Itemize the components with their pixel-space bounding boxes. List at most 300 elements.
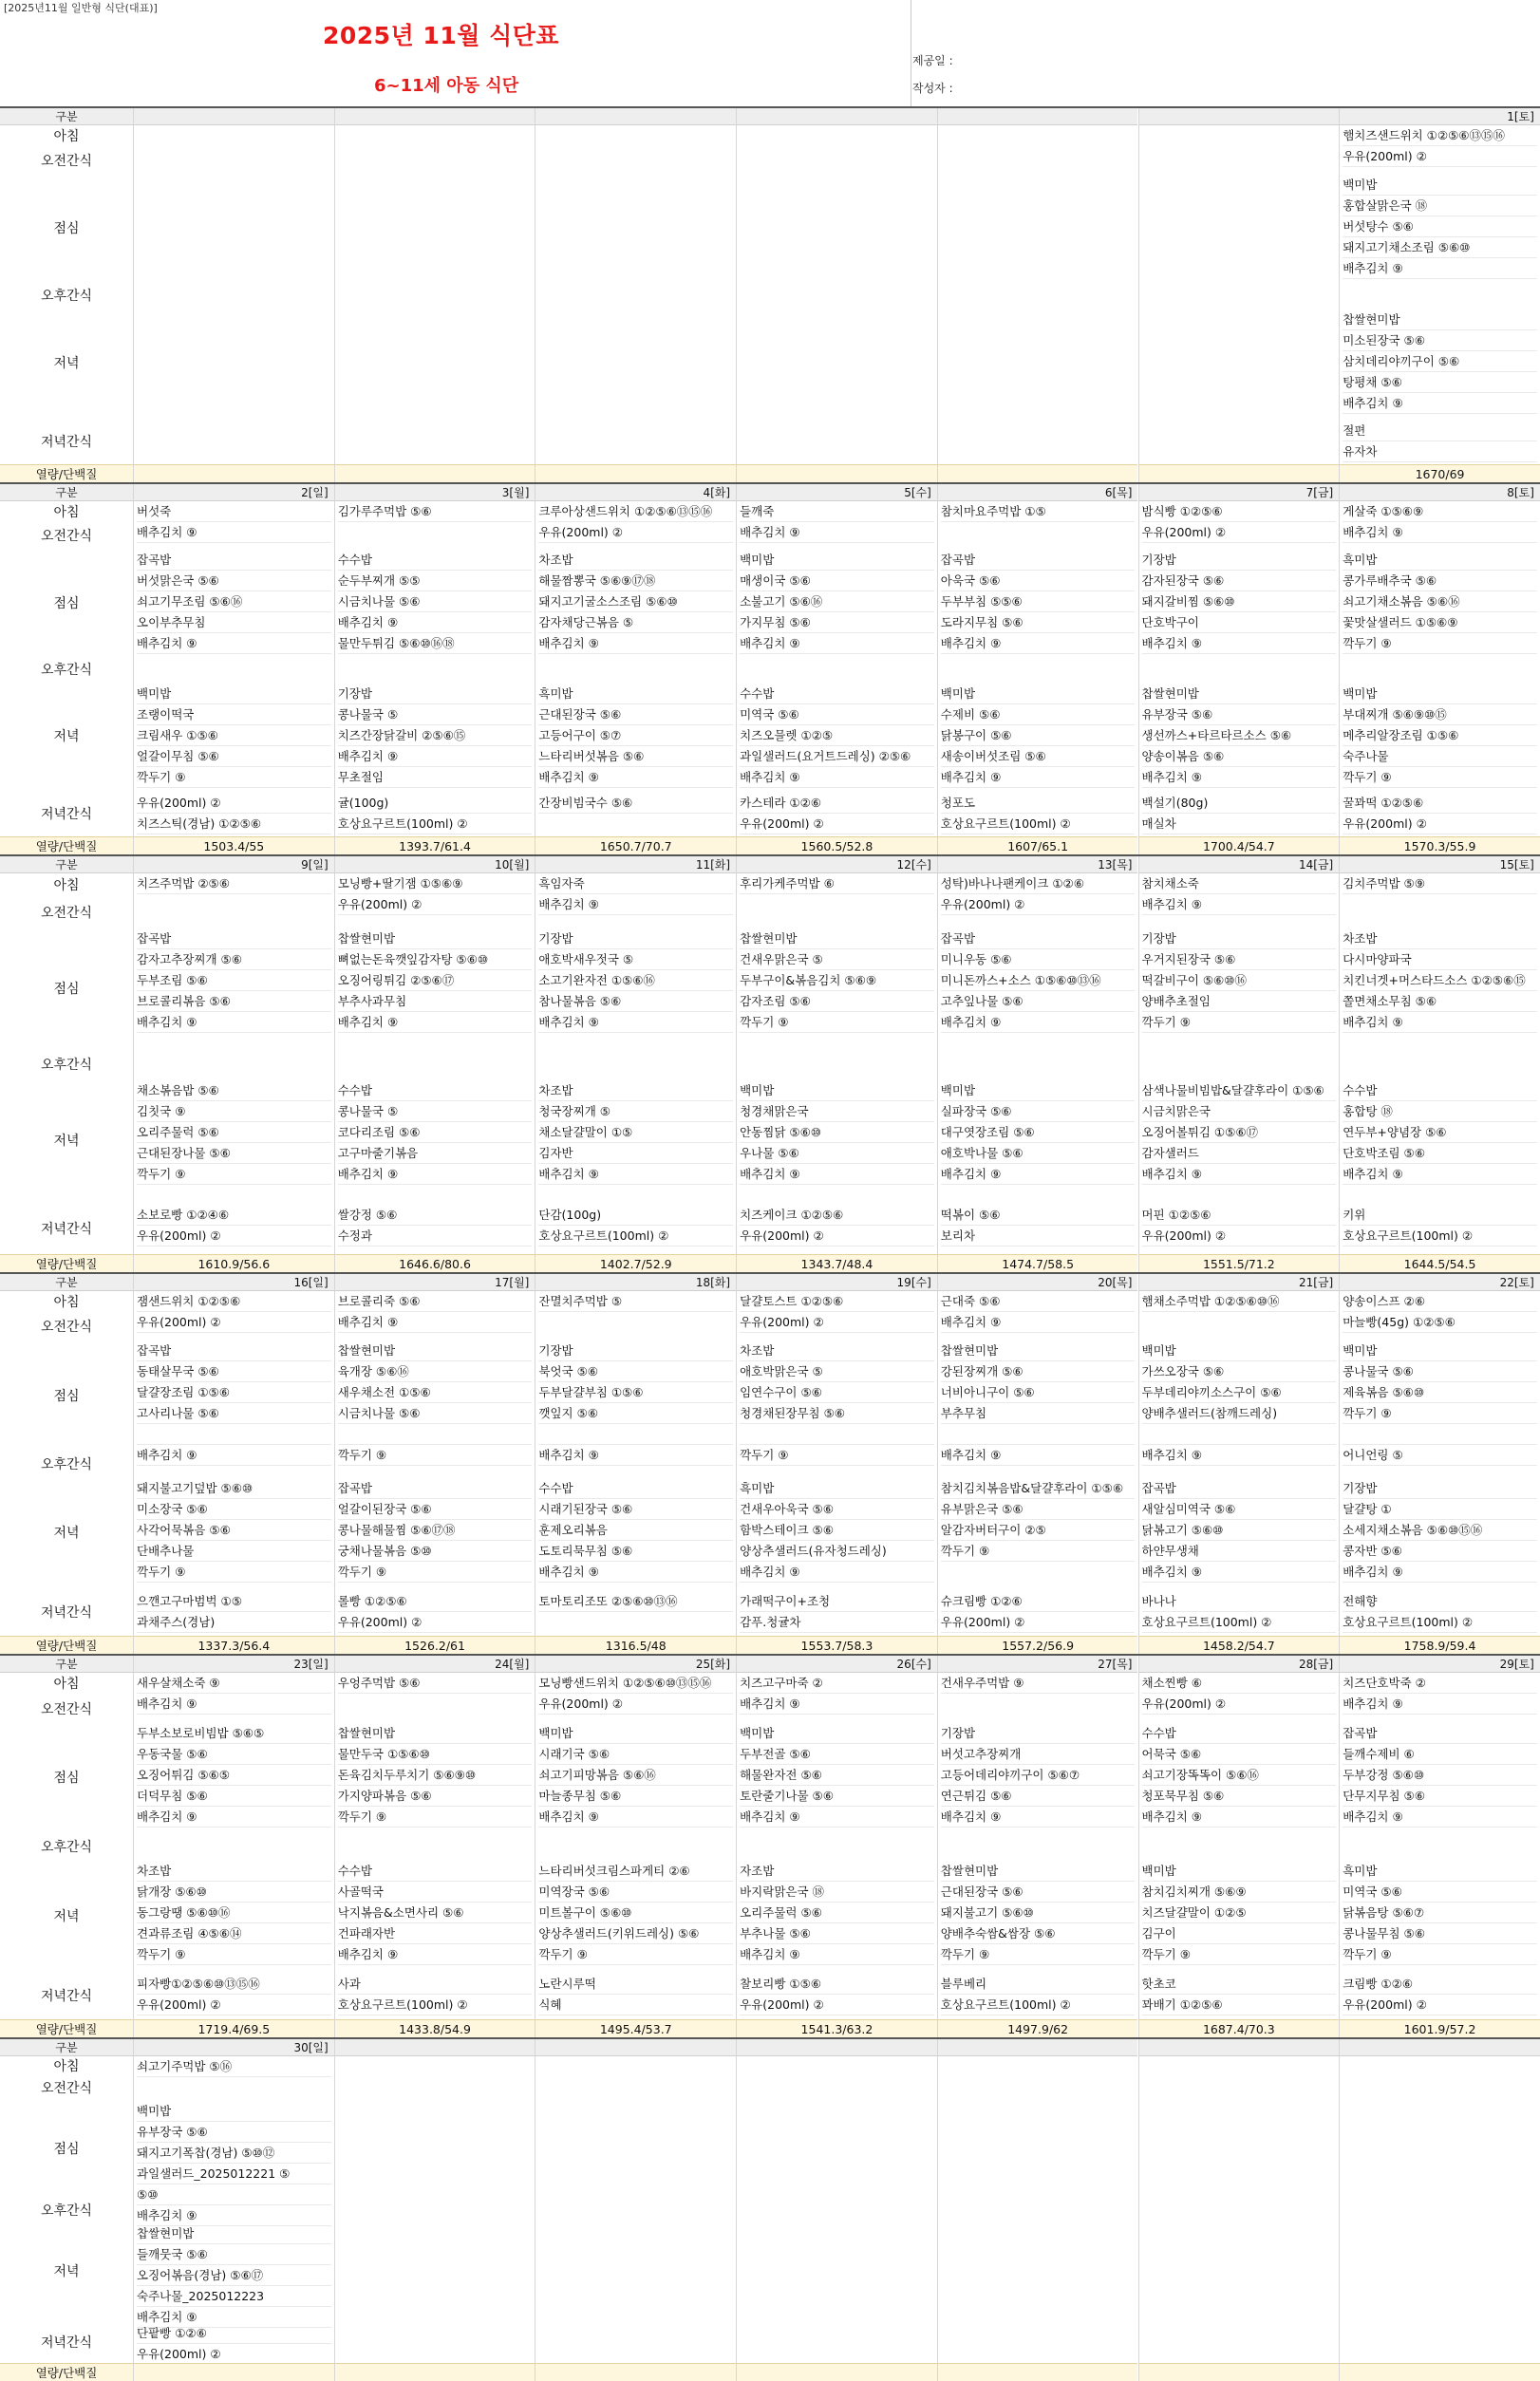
meal-cell-night-snack bbox=[335, 793, 535, 834]
menu-item: 백미밥 bbox=[740, 1080, 934, 1101]
menu-item: 우유(200ml) ② bbox=[1343, 146, 1537, 167]
menu-item: 양배추숙쌈&쌈장 ⑤⑥ bbox=[941, 1923, 1136, 1944]
meal-label-pm-snack: 오후간식 bbox=[40, 289, 93, 305]
menu-item bbox=[338, 1424, 533, 1445]
menu-item: 쫄면채소무침 ⑤⑥ bbox=[1343, 991, 1537, 1012]
day-header: 17[월] bbox=[335, 1274, 535, 1291]
day-column bbox=[133, 1274, 334, 1654]
meal-label-am-snack: 오전간식 bbox=[40, 1701, 93, 1717]
menu-item: 북엇국 ⑤⑥ bbox=[538, 1361, 733, 1382]
meal-cell-night-snack bbox=[134, 1974, 334, 2015]
menu-item: 피자빵①②⑤⑥⑩⑬⑮⑯ bbox=[137, 1974, 331, 1995]
menu-item: 수수밥 bbox=[538, 1478, 733, 1499]
meal-cell-night-snack bbox=[535, 1591, 736, 1612]
meal-cell-lunch bbox=[134, 2101, 334, 2226]
menu-item: 수정과 bbox=[338, 1226, 533, 1247]
menu-item: 유부맑은국 ⑤⑥ bbox=[941, 1499, 1136, 1520]
menu-item: 치즈단호박죽 ② bbox=[1343, 1673, 1537, 1694]
menu-item: 참치채소죽 bbox=[1142, 873, 1337, 894]
menu-item: 호상요구르트(100ml) ② bbox=[1343, 1612, 1537, 1633]
meal-cell-lunch bbox=[1340, 928, 1540, 1033]
meal-cell-breakfast bbox=[1340, 1673, 1540, 1715]
menu-item: 해물완자전 ⑤⑥ bbox=[740, 1765, 934, 1786]
menu-item: 고사리나물 ⑤⑥ bbox=[137, 1403, 331, 1424]
menu-item: 키위 bbox=[1343, 1205, 1537, 1226]
menu-item: 김가루주먹밥 ⑤⑥ bbox=[338, 501, 533, 522]
menu-item: 꽃맛살샐러드 ①⑤⑥⑨ bbox=[1343, 612, 1537, 633]
menu-item: 고등어구이 ⑤⑦ bbox=[538, 725, 733, 746]
menu-item: 차조밥 bbox=[538, 550, 733, 571]
menu-item: 깍두기 ⑨ bbox=[538, 1944, 733, 1965]
menu-item: 유부장국 ⑤⑥ bbox=[1142, 704, 1337, 725]
menu-item: 우유(200ml) ② bbox=[538, 522, 733, 543]
meal-cell-breakfast bbox=[938, 1291, 1138, 1333]
menu-item: 우거지된장국 ⑤⑥ bbox=[1142, 949, 1337, 970]
meal-cell-lunch bbox=[1139, 928, 1340, 1033]
menu-item: 배추김치 ⑨ bbox=[941, 1807, 1136, 1828]
menu-item: 단팥빵 ①②⑥ bbox=[137, 2323, 331, 2344]
menu-item: 얼갈이된장국 ⑤⑥ bbox=[338, 1499, 533, 1520]
menu-item: 배추김치 ⑨ bbox=[338, 1312, 533, 1333]
menu-item: 참치김치볶음밥&달걀후라이 ①⑤⑥ bbox=[941, 1478, 1136, 1499]
meal-cell-night-snack bbox=[134, 1591, 334, 1633]
menu-item: 미역국 ⑤⑥ bbox=[740, 704, 934, 725]
menu-item: 미소장국 ⑤⑥ bbox=[137, 1499, 331, 1520]
menu-item: 오징어튀김 ⑤⑥⑤ bbox=[137, 1765, 331, 1786]
menu-item: 우유(200ml) ② bbox=[137, 1995, 331, 2015]
day-column bbox=[535, 856, 736, 1272]
menu-item: 숙주나물_2025012223 bbox=[137, 2286, 331, 2307]
meal-cell-lunch bbox=[535, 1723, 736, 1828]
meal-cell-night-snack bbox=[1340, 793, 1540, 834]
menu-item: 마늘종무침 ⑤⑥ bbox=[538, 1786, 733, 1807]
meal-label-night-snack: 저녁간식 bbox=[40, 807, 93, 823]
meal-cell-breakfast bbox=[134, 1673, 334, 1715]
menu-item: 매실차 bbox=[1142, 814, 1337, 834]
meal-cell-night-snack bbox=[335, 1974, 535, 2015]
day-header: 18[화] bbox=[535, 1274, 736, 1291]
menu-item bbox=[740, 1424, 934, 1445]
meal-cell-night-snack bbox=[737, 1205, 937, 1247]
menu-item: 호상요구르트(100ml) ② bbox=[338, 1995, 533, 2015]
menu-item: 꽈배기 ①②⑤⑥ bbox=[1142, 1995, 1337, 2015]
meal-cell-lunch bbox=[1340, 1340, 1540, 1466]
menu-item: 두부구이&볶음김치 ⑤⑥⑨ bbox=[740, 970, 934, 991]
meal-cell-dinner bbox=[335, 1861, 535, 1965]
menu-item: 청포묵무침 ⑤⑥ bbox=[1142, 1786, 1337, 1807]
week-block bbox=[0, 106, 1540, 482]
menu-item: 더덕무침 ⑤⑥ bbox=[137, 1786, 331, 1807]
day-column bbox=[1138, 1656, 1340, 2037]
menu-item: 백미밥 bbox=[1343, 175, 1537, 196]
menu-item: 깍두기 ⑨ bbox=[1343, 633, 1537, 654]
menu-item: 우엉주먹밥 ⑤⑥ bbox=[338, 1673, 533, 1694]
meal-label-dinner: 저녁 bbox=[53, 1526, 80, 1542]
menu-item: 돼지불고기 ⑤⑥⑩ bbox=[941, 1903, 1136, 1923]
meal-cell-night-snack bbox=[535, 793, 736, 814]
meal-label-breakfast: 아침 bbox=[53, 878, 80, 894]
menu-item: 모닝빵샌드위치 ①②⑤⑥⑩⑬⑮⑯ bbox=[538, 1673, 733, 1694]
menu-item: 임연수구이 ⑤⑥ bbox=[740, 1382, 934, 1403]
meal-label-am-snack: 오전간식 bbox=[40, 1320, 93, 1336]
meal-cell-breakfast bbox=[1340, 1291, 1540, 1333]
day-column bbox=[334, 484, 535, 854]
meal-cell-night-snack bbox=[938, 1591, 1138, 1633]
meal-cell-breakfast bbox=[335, 873, 535, 915]
menu-item: 미소된장국 ⑤⑥ bbox=[1343, 330, 1537, 351]
week-block bbox=[0, 482, 1540, 854]
menu-item: 찹쌀현미밥 bbox=[1142, 684, 1337, 704]
menu-item: 쇠고기무조림 ⑤⑥⑯ bbox=[137, 591, 331, 612]
menu-item: 배추김치 ⑨ bbox=[338, 1164, 533, 1185]
menu-item: 배추김치 ⑨ bbox=[338, 1012, 533, 1033]
meal-cell-breakfast bbox=[134, 1291, 334, 1333]
meal-cell-lunch bbox=[134, 928, 334, 1033]
meal-cell-breakfast bbox=[1139, 1291, 1340, 1312]
menu-item: 가지무침 ⑤⑥ bbox=[740, 612, 934, 633]
nutrition-row-label: 열량/단백질 bbox=[0, 464, 133, 482]
menu-item: 배추김치 ⑨ bbox=[941, 1164, 1136, 1185]
meal-label-am-snack: 오전간식 bbox=[40, 906, 93, 922]
menu-item: 배추김치 ⑨ bbox=[538, 1445, 733, 1466]
menu-item: 깍두기 ⑨ bbox=[137, 1164, 331, 1185]
menu-item: 깍두기 ⑨ bbox=[740, 1445, 934, 1466]
meal-cell-breakfast bbox=[737, 501, 937, 543]
meal-cell-night-snack bbox=[1139, 1974, 1340, 2015]
meal-cell-lunch bbox=[335, 928, 535, 1033]
menu-item: 우나물 ⑤⑥ bbox=[740, 1143, 934, 1164]
meal-cell-breakfast bbox=[737, 1291, 937, 1333]
day-header: 10[월] bbox=[335, 856, 535, 873]
menu-item: 치즈고구마죽 ② bbox=[740, 1673, 934, 1694]
menu-item: 어묵국 ⑤⑥ bbox=[1142, 1744, 1337, 1765]
menu-item: 백설기(80g) bbox=[1142, 793, 1337, 814]
menu-item: 콩나물국 ⑤ bbox=[338, 704, 533, 725]
menu-item: 오리주물럭 ⑤⑥ bbox=[137, 1122, 331, 1143]
menu-item: 우유(200ml) ② bbox=[1343, 1995, 1537, 2015]
menu-item bbox=[538, 1424, 733, 1445]
menu-item: 단호박조림 ⑤⑥ bbox=[1343, 1143, 1537, 1164]
meal-cell-night-snack bbox=[335, 1591, 535, 1633]
meal-label-am-snack: 오전간식 bbox=[40, 153, 93, 169]
nutrition-value: 1557.2/56.9 bbox=[938, 1636, 1138, 1654]
menu-item: 잡곡밥 bbox=[1142, 1478, 1337, 1499]
day-column bbox=[1339, 856, 1540, 1272]
menu-item: 소보로빵 ①②④⑥ bbox=[137, 1205, 331, 1226]
menu-item: 백미밥 bbox=[1343, 1340, 1537, 1361]
meal-cell-dinner bbox=[134, 684, 334, 788]
menu-item: 우유(200ml) ② bbox=[1142, 1226, 1337, 1247]
menu-item: 깻잎지 ⑤⑥ bbox=[538, 1403, 733, 1424]
menu-item: 깍두기 ⑨ bbox=[1343, 1944, 1537, 1965]
menu-item: 브로콜리죽 ⑤⑥ bbox=[338, 1291, 533, 1312]
day-column bbox=[1339, 108, 1540, 482]
day-column bbox=[937, 856, 1138, 1272]
menu-item: 모닝빵+딸기잼 ①⑤⑥⑨ bbox=[338, 873, 533, 894]
menu-item: 해물짬뽕국 ⑤⑥⑨⑰⑱ bbox=[538, 571, 733, 591]
menu-item: 깍두기 ⑨ bbox=[941, 1944, 1136, 1965]
day-header: 22[토] bbox=[1340, 1274, 1540, 1291]
row-label-column bbox=[0, 1656, 133, 2037]
menu-item: 소고기완자전 ①⑤⑥⑯ bbox=[538, 970, 733, 991]
meal-cell-night-snack bbox=[134, 2323, 334, 2365]
meal-cell-lunch bbox=[1139, 1340, 1340, 1466]
meal-label-night-snack: 저녁간식 bbox=[40, 1605, 93, 1622]
menu-item: 도라지무침 ⑤⑥ bbox=[941, 612, 1136, 633]
menu-item: 단호박구이 bbox=[1142, 612, 1337, 633]
menu-item: 백미밥 bbox=[1142, 1861, 1337, 1882]
meal-label-night-snack: 저녁간식 bbox=[40, 2335, 93, 2352]
meal-label-lunch: 점심 bbox=[53, 2142, 80, 2158]
meal-cell-breakfast bbox=[938, 1673, 1138, 1694]
day-column bbox=[736, 2039, 937, 2381]
meal-cell-breakfast bbox=[535, 501, 736, 543]
menu-item: 배추김치 ⑨ bbox=[538, 894, 733, 915]
meal-label-lunch: 점심 bbox=[53, 1771, 80, 1787]
day-column bbox=[937, 1656, 1138, 2037]
menu-item: 백미밥 bbox=[740, 1723, 934, 1744]
menu-item: 백미밥 bbox=[941, 1080, 1136, 1101]
day-column bbox=[133, 856, 334, 1272]
menu-item: 우유(200ml) ② bbox=[941, 894, 1136, 915]
meal-cell-dinner bbox=[737, 1080, 937, 1185]
day-column bbox=[1339, 484, 1540, 854]
menu-item: 고추잎나물 ⑤⑥ bbox=[941, 991, 1136, 1012]
day-header: 28[금] bbox=[1139, 1656, 1340, 1673]
menu-item: 배추김치 ⑨ bbox=[1142, 767, 1337, 788]
menu-item: 수수밥 bbox=[1343, 1080, 1537, 1101]
menu-item: 기장밥 bbox=[941, 1723, 1136, 1744]
menu-item: 근대된장국 ⑤⑥ bbox=[538, 704, 733, 725]
menu-item: 두부전골 ⑤⑥ bbox=[740, 1744, 934, 1765]
page-title: 2025년 11월 식단표 bbox=[323, 22, 560, 49]
meal-cell-lunch bbox=[335, 550, 535, 654]
menu-item: 수수밥 bbox=[338, 1080, 533, 1101]
nutrition-row-label: 열량/단백질 bbox=[0, 1254, 133, 1272]
meal-cell-dinner bbox=[535, 1080, 736, 1185]
menu-item: 우동국물 ⑤⑥ bbox=[137, 1744, 331, 1765]
meal-cell-lunch bbox=[335, 1723, 535, 1828]
meal-cell-lunch bbox=[335, 1340, 535, 1466]
menu-item: 닭볶고기 ⑤⑥⑩ bbox=[1142, 1520, 1337, 1541]
nutrition-value bbox=[938, 464, 1138, 482]
menu-item: 호상요구르트(100ml) ② bbox=[941, 1995, 1136, 2015]
menu-item: 배추김치 ⑨ bbox=[1343, 393, 1537, 414]
day-header: 6[목] bbox=[938, 484, 1138, 501]
meal-cell-breakfast bbox=[535, 873, 736, 915]
menu-item: 달걀토스트 ①②⑤⑥ bbox=[740, 1291, 934, 1312]
menu-item: 미역장국 ⑤⑥ bbox=[538, 1882, 733, 1903]
day-column bbox=[736, 1274, 937, 1654]
nutrition-value: 1393.7/61.4 bbox=[335, 836, 535, 854]
day-column bbox=[937, 108, 1138, 482]
meal-cell-dinner bbox=[1139, 684, 1340, 788]
menu-item: 아욱국 ⑤⑥ bbox=[941, 571, 1136, 591]
menu-item: 흑미밥 bbox=[740, 1478, 934, 1499]
meal-cell-breakfast bbox=[335, 1291, 535, 1333]
menu-item: 우유(200ml) ② bbox=[538, 1694, 733, 1715]
menu-item: 보리차 bbox=[941, 1226, 1136, 1247]
nutrition-row-label: 열량/단백질 bbox=[0, 836, 133, 854]
menu-item: 쇠고기장똑똑이 ⑤⑥⑯ bbox=[1142, 1765, 1337, 1786]
menu-item: 잡곡밥 bbox=[137, 550, 331, 571]
menu-item bbox=[1142, 1424, 1337, 1445]
menu-item: 우유(200ml) ② bbox=[1343, 814, 1537, 834]
meal-cell-dinner bbox=[535, 1478, 736, 1583]
meal-cell-night-snack bbox=[938, 1974, 1138, 2015]
menu-item: 삼치데리야끼구이 ⑤⑥ bbox=[1343, 351, 1537, 372]
nutrition-value: 1337.3/56.4 bbox=[134, 1636, 334, 1654]
menu-item: 브로콜리볶음 ⑤⑥ bbox=[137, 991, 331, 1012]
menu-item: 배추김치 ⑨ bbox=[1142, 1164, 1337, 1185]
meal-cell-night-snack bbox=[737, 1591, 937, 1633]
menu-item: 잡곡밥 bbox=[1343, 1723, 1537, 1744]
menu-item: 핫초코 bbox=[1142, 1974, 1337, 1995]
row-header-label: 구분 bbox=[0, 856, 133, 873]
menu-item: 시래기국 ⑤⑥ bbox=[538, 1744, 733, 1765]
menu-item: 깍두기 ⑨ bbox=[740, 1012, 934, 1033]
week-block bbox=[0, 1654, 1540, 2037]
menu-item: 감자채당근볶음 ⑤ bbox=[538, 612, 733, 633]
nutrition-value: 1560.5/52.8 bbox=[737, 836, 937, 854]
menu-item: 건파래자반 bbox=[338, 1923, 533, 1944]
meal-cell-breakfast bbox=[1340, 501, 1540, 543]
day-header bbox=[335, 2039, 535, 2056]
menu-item: 수수밥 bbox=[338, 1861, 533, 1882]
meal-cell-night-snack bbox=[134, 1205, 334, 1247]
menu-item: 청국장찌개 ⑤ bbox=[538, 1101, 733, 1122]
nutrition-value bbox=[737, 464, 937, 482]
menu-item: 시래기된장국 ⑤⑥ bbox=[538, 1499, 733, 1520]
day-column bbox=[133, 1656, 334, 2037]
day-header bbox=[1139, 2039, 1340, 2056]
menu-item: 백미밥 bbox=[1343, 684, 1537, 704]
menu-item: 숙주나물 bbox=[1343, 746, 1537, 767]
menu-item: 홍합살맑은국 ⑱ bbox=[1343, 196, 1537, 216]
menu-item: 우유(200ml) ② bbox=[740, 1312, 934, 1333]
menu-item: 잡곡밥 bbox=[137, 1340, 331, 1361]
meal-cell-dinner bbox=[335, 684, 535, 788]
menu-item: 배추김치 ⑨ bbox=[137, 1445, 331, 1466]
menu-item: 절편 bbox=[1343, 421, 1537, 441]
meal-label-dinner: 저녁 bbox=[53, 2264, 80, 2280]
day-column bbox=[1138, 108, 1340, 482]
menu-item: 배추김치 ⑨ bbox=[538, 767, 733, 788]
menu-item: 찹쌀현미밥 bbox=[740, 928, 934, 949]
meal-label-pm-snack: 오후간식 bbox=[40, 1058, 93, 1074]
menu-item: 고구마줄기볶음 bbox=[338, 1143, 533, 1164]
day-column bbox=[133, 484, 334, 854]
nutrition-value: 1551.5/71.2 bbox=[1139, 1254, 1340, 1272]
day-column bbox=[535, 2039, 736, 2381]
meal-label-night-snack: 저녁간식 bbox=[40, 1989, 93, 2005]
meal-label-pm-snack: 오후간식 bbox=[40, 663, 93, 679]
nutrition-value: 1687.4/70.3 bbox=[1139, 2019, 1340, 2037]
meal-cell-dinner bbox=[737, 1861, 937, 1965]
menu-item: 과일샐러드(요거트드레싱) ②⑤⑥ bbox=[740, 746, 934, 767]
meal-cell-dinner bbox=[1340, 1861, 1540, 1965]
menu-item: ⑤⑩ bbox=[137, 2184, 331, 2205]
day-header bbox=[134, 108, 334, 125]
menu-item: 배추김치 ⑨ bbox=[137, 2205, 331, 2226]
menu-item: 새알심미역국 ⑤⑥ bbox=[1142, 1499, 1337, 1520]
day-header: 21[금] bbox=[1139, 1274, 1340, 1291]
nutrition-value: 1719.4/69.5 bbox=[134, 2019, 334, 2037]
nutrition-value: 1601.9/57.2 bbox=[1340, 2019, 1540, 2037]
menu-item: 건새우아욱국 ⑤⑥ bbox=[740, 1499, 934, 1520]
day-column bbox=[736, 108, 937, 482]
nutrition-row-label: 열량/단백질 bbox=[0, 2019, 133, 2037]
meal-label-night-snack: 저녁간식 bbox=[40, 434, 93, 450]
day-header: 19[수] bbox=[737, 1274, 937, 1291]
nutrition-value bbox=[335, 464, 535, 482]
day-header: 3[월] bbox=[335, 484, 535, 501]
menu-item: 양배추초절임 bbox=[1142, 991, 1337, 1012]
menu-item: 궁채나물볶음 ⑤⑩ bbox=[338, 1541, 533, 1562]
menu-item: 배추김치 ⑨ bbox=[538, 1562, 733, 1583]
day-column bbox=[736, 856, 937, 1272]
menu-item: 양배추샐러드(참깨드레싱) bbox=[1142, 1403, 1337, 1424]
menu-item: 호상요구르트(100ml) ② bbox=[338, 814, 533, 834]
meal-cell-night-snack bbox=[1340, 1974, 1540, 2015]
menu-item: 오징어링튀김 ②⑤⑥⑰ bbox=[338, 970, 533, 991]
meal-label-pm-snack: 오후간식 bbox=[40, 1457, 93, 1473]
meal-cell-lunch bbox=[134, 1340, 334, 1466]
menu-item: 배추김치 ⑨ bbox=[1343, 258, 1537, 279]
nutrition-value: 1474.7/58.5 bbox=[938, 1254, 1138, 1272]
menu-item: 전해향 bbox=[1343, 1591, 1537, 1612]
menu-item: 너비아니구이 ⑤⑥ bbox=[941, 1382, 1136, 1403]
menu-item: 햄채소주먹밥 ①②⑤⑥⑩⑯ bbox=[1142, 1291, 1337, 1312]
menu-item: 기장밥 bbox=[338, 684, 533, 704]
menu-item: 새우살채소죽 ⑨ bbox=[137, 1673, 331, 1694]
menu-item: 사골떡국 bbox=[338, 1882, 533, 1903]
menu-item: 두부데리야끼소스구이 ⑤⑥ bbox=[1142, 1382, 1337, 1403]
menu-item: 근대죽 ⑤⑥ bbox=[941, 1291, 1136, 1312]
menu-item: 소세지채소볶음 ⑤⑥⑩⑮⑯ bbox=[1343, 1520, 1537, 1541]
menu-item: 삼색나물비빔밥&달걀후라이 ①⑤⑥ bbox=[1142, 1080, 1337, 1101]
menu-item: 배추김치 ⑨ bbox=[137, 1694, 331, 1715]
meal-cell-lunch bbox=[938, 550, 1138, 654]
menu-item: 롤빵 ①②⑤⑥ bbox=[338, 1591, 533, 1612]
nutrition-value: 1343.7/48.4 bbox=[737, 1254, 937, 1272]
meal-cell-dinner bbox=[535, 684, 736, 788]
menu-item: 호상요구르트(100ml) ② bbox=[941, 814, 1136, 834]
meal-cell-night-snack bbox=[737, 793, 937, 834]
nutrition-value bbox=[938, 2363, 1138, 2381]
menu-item: 돼지고기폭찹(경남) ⑤⑩⑫ bbox=[137, 2143, 331, 2164]
menu-item: 흑미밥 bbox=[538, 684, 733, 704]
menu-item: 차조밥 bbox=[137, 1861, 331, 1882]
menu-item: 배추김치 ⑨ bbox=[1343, 1807, 1537, 1828]
day-column bbox=[334, 1274, 535, 1654]
menu-item: 콩자반 ⑤⑥ bbox=[1343, 1541, 1537, 1562]
menu-item: 유부장국 ⑤⑥ bbox=[137, 2122, 331, 2143]
menu-item: 배추김치 ⑨ bbox=[137, 522, 331, 543]
menu-item: 배추김치 ⑨ bbox=[740, 1562, 934, 1583]
meal-cell-dinner bbox=[737, 1478, 937, 1583]
menu-item: 돼지갈비찜 ⑤⑥⑩ bbox=[1142, 591, 1337, 612]
menu-item: 머핀 ①②⑤⑥ bbox=[1142, 1205, 1337, 1226]
menu-item: 배추김치 ⑨ bbox=[1343, 1164, 1537, 1185]
menu-item: 청포도 bbox=[941, 793, 1136, 814]
menu-item: 어니언링 ⑤ bbox=[1343, 1445, 1537, 1466]
menu-item: 우유(200ml) ② bbox=[137, 1226, 331, 1247]
meal-cell-lunch bbox=[938, 1723, 1138, 1828]
menu-item: 토마토리조또 ②⑤⑥⑩⑬⑯ bbox=[538, 1591, 733, 1612]
menu-item: 흑임자죽 bbox=[538, 873, 733, 894]
menu-item: 시금치나물 ⑤⑥ bbox=[338, 591, 533, 612]
